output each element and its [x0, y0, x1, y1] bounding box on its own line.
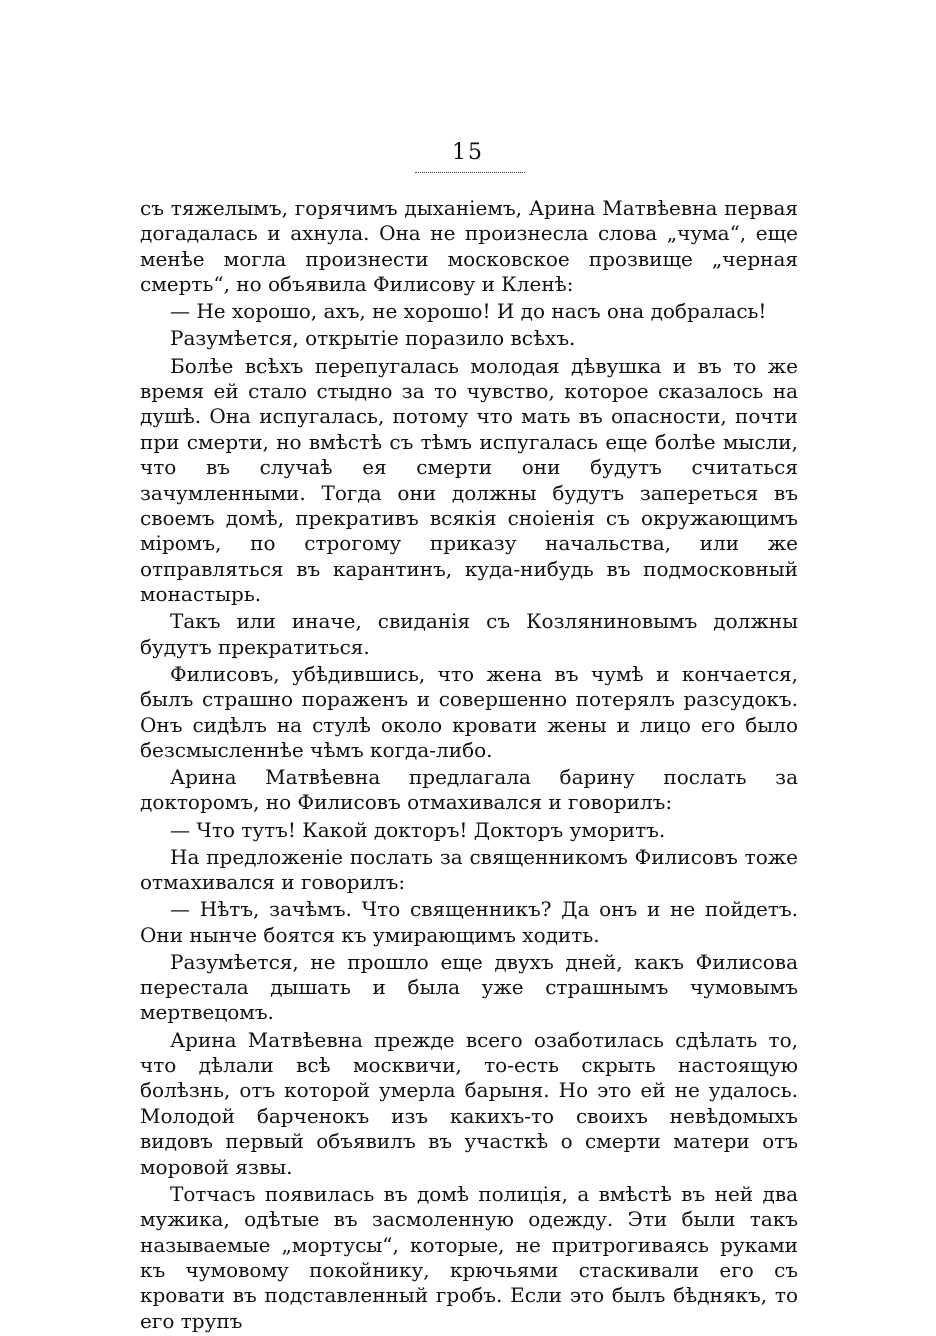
header-rule [415, 172, 525, 173]
paragraph-5: Такъ или иначе, свиданія съ Козляниновымъ должны будутъ прекратиться. [140, 609, 798, 659]
page-number: 15 [452, 140, 484, 165]
paragraph-9: На предложеніе послать за священникомъ Филисовъ тоже отмахивался и говорилъ: [140, 844, 798, 895]
paragraph-12: Арина Матвѣевна прежде всего озаботилась сдѣлать то, что дѣлали всѣ москвичи, то-есть скрыть настоящую болѣзнь, отъ которой умерла барыня. Но это ей не удалось. Молодой барченокъ изъ какихъ-то своихъ невѣдомыхъ видовъ первый объявилъ въ участкѣ о смерти матери отъ моровой язвы. [140, 1027, 798, 1179]
paragraph-13: Тотчасъ появилась въ домѣ полиція, а вмѣстѣ въ ней два мужика, одѣтые въ засмоленную одежду. Эти были такъ называемые „мортусы“, которые, не притрогиваясь руками къ чумовому покойнику, крючьями стаскивали его съ кровати въ подставленный гробъ. Если это былъ бѣднякъ, то его трупъ [140, 1181, 798, 1333]
paragraph-11: Разумѣется, не прошло еще двухъ дней, какъ Филисова перестала дышать и была уже страшнымъ чумовымъ мертвецомъ. [140, 949, 798, 1025]
paragraph-2: — Не хорошо, ахъ, не хорошо! И до насъ она добралась! [170, 299, 767, 324]
body-text [140, 196, 798, 1336]
paragraph-3: Разумѣется, открытіе поразило всѣхъ. [170, 326, 576, 351]
paragraph-1: съ тяжелымъ, горячимъ дыханіемъ, Арина Матвѣевна первая догадалась и ахнула. Она не произнесла слова „чума“, еще менѣе могла произнести московское прозвище „черная смерть“, но объявила Филисову и Кленѣ: [140, 196, 798, 297]
paragraph-7: Арина Матвѣевна предлагала барину послать за докторомъ, но Филисовъ отмахивался и говорилъ: [140, 765, 798, 815]
paragraph-8: — Что тутъ! Какой докторъ! Докторъ уморитъ. [170, 817, 666, 842]
paragraph-6: Филисовъ, убѣдившись, что жена въ чумѣ и кончается, былъ страшно пораженъ и совершенно потерялъ разсудокъ. Онъ сидѣлъ на стулѣ около кровати жены и лицо его было безсмысленнѣе чѣмъ когда-либо. [140, 661, 798, 762]
paragraph-4: Болѣе всѣхъ перепугалась молодая дѣвушка и въ то же время ей стало стыдно за то чувство, которое сказалось на душѣ. Она испугалась, потому что мать въ опасности, почти при смерти, но вмѣстѣ съ тѣмъ испугалась еще болѣе мысли, что въ случаѣ ея смерти они будутъ считаться зачумленными. Тогда они должны будутъ запереться въ своемъ домѣ, прекративъ всякія сноіенія съ окружающимъ міромъ, по строгому приказу начальства, или же отправляться въ карантинъ, куда-нибудь въ подмосковный монастырь. [140, 353, 798, 607]
paragraph-10: — Нѣтъ, зачѣмъ. Что священникъ? Да онъ и не пойдетъ. Они нынче боятся къ умирающимъ ходить. [140, 897, 798, 947]
